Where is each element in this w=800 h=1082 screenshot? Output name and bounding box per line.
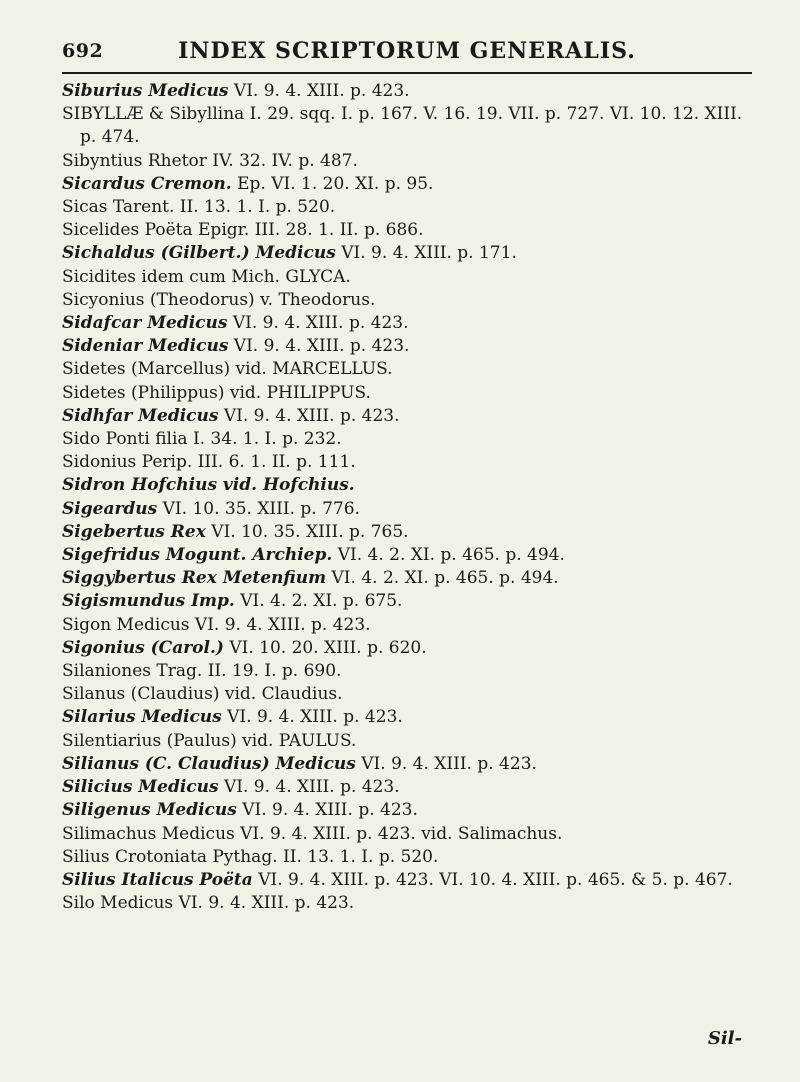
entry-headword: Sidhfar Medicus [62, 405, 219, 426]
entry-references: VI. 4. 2. XI. p. 675. [234, 591, 403, 612]
index-entry [62, 358, 762, 381]
index-entry [62, 846, 762, 869]
index-entry [62, 637, 762, 660]
entry-references: VI. 9. 4. XIII. p. 423. [236, 800, 418, 821]
entry-references: Sigon Medicus VI. 9. 4. XIII. p. 423. [62, 614, 371, 635]
index-entry [62, 823, 762, 846]
entry-references: VI. 9. 4. XIII. p. 423. [228, 336, 410, 357]
entry-references: VI. 9. 4. XIII. p. 423. [228, 81, 410, 101]
entry-references: Sidonius Perip. III. 6. 1. II. p. 111. [62, 452, 356, 473]
entry-headword: Silianus (C. Claudius) Medicus [62, 753, 356, 774]
index-entry [62, 660, 762, 683]
entry-references: Sicidites idem cum Mich. GLYCA. [62, 266, 351, 287]
entry-headword: Siburius Medicus [62, 81, 229, 101]
entry-headword: Sideniar Medicus [62, 336, 229, 357]
entry-headword: Sigonius (Carol.) [62, 637, 224, 658]
entry-references: VI. 9. 4. XIII. p. 423. VI. 10. 4. XIII. p. 465. & 5. p. 467. [252, 869, 733, 890]
entry-references: Silanus (Claudius) vid. Claudius. [62, 684, 343, 705]
index-entry [62, 266, 762, 289]
entry-headword: Sicardus Cremon. [62, 173, 232, 194]
entry-references: Sicyonius (Theodorus) v. Theodorus. [62, 289, 376, 310]
entry-references: Silaniones Trag. II. 19. I. p. 690. [62, 661, 342, 682]
entry-references: Silentiarius (Paulus) vid. PAULUS. [62, 730, 357, 751]
index-entry [62, 80, 762, 103]
entry-references: Sibyntius Rhetor IV. 32. IV. p. 487. [62, 150, 358, 171]
entry-references: Silimachus Medicus VI. 9. 4. XIII. p. 423. vid. Salimachus. [62, 823, 563, 844]
entry-references: Sidetes (Philippus) vid. PHILIPPUS. [62, 382, 371, 403]
entry-headword: Sigefridus Mogunt. Archiep. [62, 545, 333, 566]
entry-references: VI. 10. 20. XIII. p. 620. [223, 637, 427, 658]
index-entry [62, 173, 762, 196]
index-entry [62, 150, 762, 173]
entry-headword: Silius Italicus Poëta [62, 869, 253, 890]
entry-references: Silius Crotoniata Pythag. II. 13. 1. I. p. 520. [62, 846, 439, 867]
index-entry [62, 451, 762, 474]
index-entry [62, 614, 762, 637]
index-entry [62, 753, 762, 776]
index-entry [62, 103, 762, 149]
index-entry [62, 706, 762, 729]
index-entry [62, 196, 762, 219]
index-entry [62, 544, 762, 567]
entry-references: VI. 9. 4. XIII. p. 423. [355, 753, 537, 774]
entry-headword: Siligenus Medicus [62, 800, 237, 821]
index-entry [62, 428, 762, 451]
entry-references: VI. 9. 4. XIII. p. 171. [335, 243, 517, 264]
entry-references: Ep. VI. 1. 20. XI. p. 95. [231, 173, 434, 194]
entry-references: VI. 9. 4. XIII. p. 423. [227, 313, 409, 334]
entry-references: VI. 4. 2. XI. p. 465. p. 494. [332, 545, 565, 566]
entry-headword: Siggybertus Rex Metenfium [62, 568, 327, 589]
page-number: 692 [62, 40, 104, 62]
index-entry [62, 730, 762, 753]
index-entry [62, 382, 762, 405]
index-entry [62, 776, 762, 799]
entry-headword: Sigismundus Imp. [62, 591, 235, 612]
index-entry [62, 521, 762, 544]
index-entry [62, 242, 762, 265]
entry-references: VI. 10. 35. XIII. p. 765. [205, 521, 409, 542]
entry-headword: Sichaldus (Gilbert.) Medicus [62, 243, 336, 264]
entry-references: Sido Ponti filia I. 34. 1. I. p. 232. [62, 429, 342, 450]
entry-references: SIBYLLÆ & Sibyllina I. 29. sqq. I. p. 167. V. 16. 19. VII. p. 727. VI. 10. 12. XIII. p. 474. [62, 104, 743, 148]
entry-references: VI. 9. 4. XIII. p. 423. [218, 777, 400, 798]
entry-references: Sicas Tarent. II. 13. 1. I. p. 520. [62, 197, 336, 218]
index-entry [62, 590, 762, 613]
index-entry [62, 219, 762, 242]
index-entry [62, 474, 762, 497]
entry-headword: Sigebertus Rex [62, 521, 206, 542]
index-entry [62, 312, 762, 335]
entry-headword: Sigeardus [62, 498, 158, 519]
index-entry [62, 799, 762, 822]
entry-headword: Silicius Medicus [62, 777, 219, 798]
entry-references: VI. 9. 4. XIII. p. 423. [221, 707, 403, 728]
index-entries [62, 80, 762, 915]
entry-headword: Sidron Hofchius vid. Hofchius. [62, 475, 355, 496]
index-entry [62, 683, 762, 706]
catchword: Sil- [707, 1028, 742, 1049]
entry-references: VI. 9. 4. XIII. p. 423. [218, 405, 400, 426]
index-entry [62, 567, 762, 590]
index-entry [62, 892, 762, 915]
page-header [62, 38, 752, 68]
running-title: INDEX SCRIPTORUM GENERALIS. [178, 38, 636, 64]
index-entry [62, 869, 762, 892]
entry-references: VI. 4. 2. XI. p. 465. p. 494. [326, 568, 559, 589]
header-rule [62, 72, 752, 74]
index-entry [62, 498, 762, 521]
entry-headword: Sidafcar Medicus [62, 313, 228, 334]
index-entry [62, 335, 762, 358]
index-entry [62, 289, 762, 312]
entry-references: VI. 10. 35. XIII. p. 776. [157, 498, 360, 519]
index-entry [62, 405, 762, 428]
entry-references: Sicelides Poëta Epigr. III. 28. 1. II. p. 686. [62, 220, 424, 241]
entry-references: Silo Medicus VI. 9. 4. XIII. p. 423. [62, 893, 355, 914]
entry-references: Sidetes (Marcellus) vid. MARCELLUS. [62, 359, 393, 380]
entry-headword: Silarius Medicus [62, 707, 222, 728]
